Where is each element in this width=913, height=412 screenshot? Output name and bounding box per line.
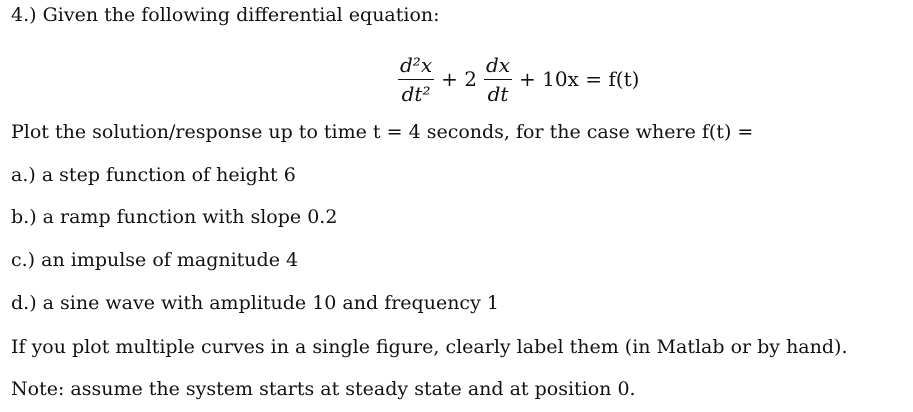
fraction-bar: [484, 79, 512, 80]
first-derivative-numerator: dx: [485, 52, 511, 77]
option-d: d.) a sine wave with amplitude 10 and frequency 1: [11, 292, 499, 314]
option-c: c.) an impulse of magnitude 4: [11, 249, 299, 271]
plus-two-operator: + 2: [441, 67, 477, 91]
problem-heading: 4.) Given the following differential equation:: [11, 4, 440, 26]
differential-equation: [395, 44, 643, 114]
second-derivative-denominator: dt²: [401, 81, 431, 106]
assumption-note: Note: assume the system starts at steady state and at position 0.: [11, 378, 636, 400]
multi-curve-note: If you plot multiple curves in a single figure, clearly label them (in Matlab or by hand).: [11, 336, 848, 358]
first-derivative-denominator: dt: [487, 81, 509, 106]
plot-instruction: Plot the solution/response up to time t = 4 seconds, for the case where f(t) =: [11, 121, 754, 143]
option-b: b.) a ramp function with slope 0.2: [11, 206, 338, 228]
fraction-bar: [398, 79, 434, 80]
option-a: a.) a step function of height 6: [11, 164, 296, 186]
equation-rhs: + 10x = f(t): [519, 67, 640, 91]
second-derivative-numerator: d²x: [400, 52, 433, 77]
second-derivative-fraction: [398, 53, 434, 106]
first-derivative-fraction: [484, 53, 512, 106]
